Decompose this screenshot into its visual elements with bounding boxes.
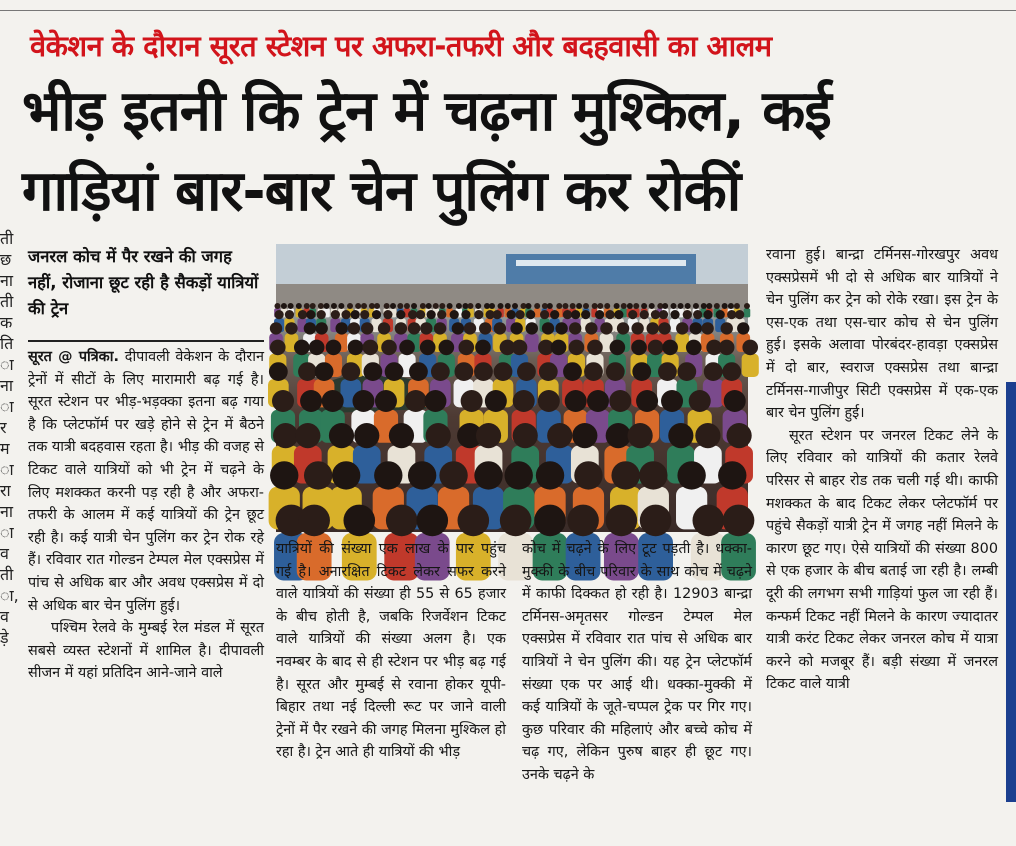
headline-line-2: गाड़ियां बार-बार चेन पुलिंग कर रोकीं	[22, 159, 741, 224]
previous-article-strip	[0, 0, 1016, 11]
article-paragraph: रवाना हुई। बान्द्रा टर्मिनस-गोरखपुर अवध एक्सप्रेसमें भी दो से अधिक बार यात्रियों ने चेन पुलिंग कर ट्रेन को रोके रखा। इस ट्रेन के एस-एक तथा एस-चार कोच से चेन पुलिंग हुई। इसके अलावा पोरबंदर-हावड़ा एक्सप्रेस में दो बार, स्वराज एक्सप्रेस तथा बान्द्रा टर्मिनस-गाजीपुर सिटी एक्सप्रेस में एक-एक बार चेन पुलिंग हुई।	[766, 247, 998, 422]
crowd-photo-icon	[276, 244, 748, 532]
article-column-2: यात्रियों की संख्या एक लाख के पार पहुंच गई है। अनारक्षित टिकट लेकर सफर करने वाले यात्रियों की संख्या ही 55 से 65 हजार के बीच होती है, जबकि रिजर्वेशन टिकट वाले यात्रियों की संख्या अलग है। एक नवम्बर के बाद से ही स्टेशन पर भीड़ बढ़ गई है। सूरत और मुम्बई से रवाना होकर यूपी-बिहार तथा नई दिल्ली रूट पर जाने वाली ट्रेनों में पैर रखने की जगह मिलना मुश्किल हो रहा है। ट्रेन आते ही यात्रियों की भीड़	[276, 541, 506, 761]
kicker-headline: वेकेशन के दौरान सूरत स्टेशन पर अफरा-तफरी और बदहवासी का आलम	[30, 29, 772, 63]
paragraph-text: दीपावली वेकेशन के दौरान ट्रेनों में सीटों के लिए मारामारी बढ़ गई है। सूरत स्टेशन पर भीड़-भड़क्का इतना बढ़ गया है कि प्लेटफॉर्म पर खड़े होने से ट्रेन में बैठने तक यात्री बदहवास रहता है। भीड़ की वजह से टिकट वाले यात्रियों को भी ट्रेन में चढ़ने के लिए मशक्कत करनी पड़ रही है और अफरा-तफरी के आलम में कई यात्रियों की ट्रेन छूट रही है। कई यात्री चेन पुलिंग कर ट्रेन रोक रहे हैं। रविवार रात गोल्डन टेम्पल मेल एक्सप्रेस में पांच से अधिक बार और अवध एक्सप्रेस में दो से अधिक बार चेन पुलिंग हुई।	[28, 349, 265, 614]
article-column-1	[28, 346, 264, 846]
crowd-photo	[276, 244, 748, 532]
adjacent-ad-strip	[1006, 382, 1016, 802]
article-paragraph: सूरत स्टेशन पर जनरल टिकट लेने के लिए रविवार को यात्रियों की कतार रेलवे परिसर से बाहर रोड तक चली गई थी। काफी मशक्कत के बाद टिकट लेकर प्लेटफॉर्म पर पहुंचे सैकड़ों यात्री ट्रेन में जगह नहीं मिलने के कारण छूट गए। ऐसे यात्रियों की संख्या 800 से एक हजार के बीच बताई जा रही है। लम्बी दूरी की लगभग सभी गाड़ियां फुल जा रही हैं। कन्फर्म टिकट नहीं मिलने के कारण ज्यादातर यात्री करंट टिकट लेकर जनरल कोच में यात्रा करने को मजबूर हैं। बड़ी संख्या में जनरल टिकट वाले यात्री	[766, 427, 998, 693]
article-column-4	[766, 244, 998, 846]
headline-line-1: भीड़ इतनी कि ट्रेन में चढ़ना मुश्किल, कई	[22, 79, 831, 144]
article-paragraph	[28, 346, 264, 617]
adjacent-column-fragment: ती छ ना ती क ति ा ना ा र म ा रा ना ा व ती ा, व ड़े	[0, 229, 19, 647]
article-paragraph: पश्चिम रेलवे के मुम्बई रेल मंडल में सूरत सबसे व्यस्त स्टेशनों में शामिल है। दीपावली सीजन में यहां प्रतिदिन आने-जाने वाले	[28, 620, 264, 682]
main-headline	[22, 72, 1012, 232]
article-column-3: कोच में चढ़ने के लिए टूट पड़ती है। धक्का-मुक्की के बीच परिवार के साथ कोच में चढ़ने में काफी दिक्कत हो रही है। 12903 बान्द्रा टर्मिनस-अमृतसर गोल्डन टेम्पल मेल एक्सप्रेस में रविवार रात पांच से अधिक बार यात्रियों ने चेन पुलिंग की। यह ट्रेन प्लेटफॉर्म संख्या एक पर आई थी। धक्का-मुक्की में कई यात्रियों के जूते-चप्पल ट्रेक पर गिर गए। कुछ परिवार की महिलाएं और बच्चे कोच में चढ़ गए, लेकिन पुरुष बाहर ही छूट गए। उनके चढ़ने के	[522, 541, 752, 783]
subhead-divider	[28, 340, 264, 342]
subheadline: जनरल कोच में पैर रखने की जगह नहीं, रोजाना छूट रही है सैकड़ों यात्रियों की ट्रेन	[28, 247, 259, 318]
dateline: सूरत @ पत्रिका.	[28, 349, 119, 365]
